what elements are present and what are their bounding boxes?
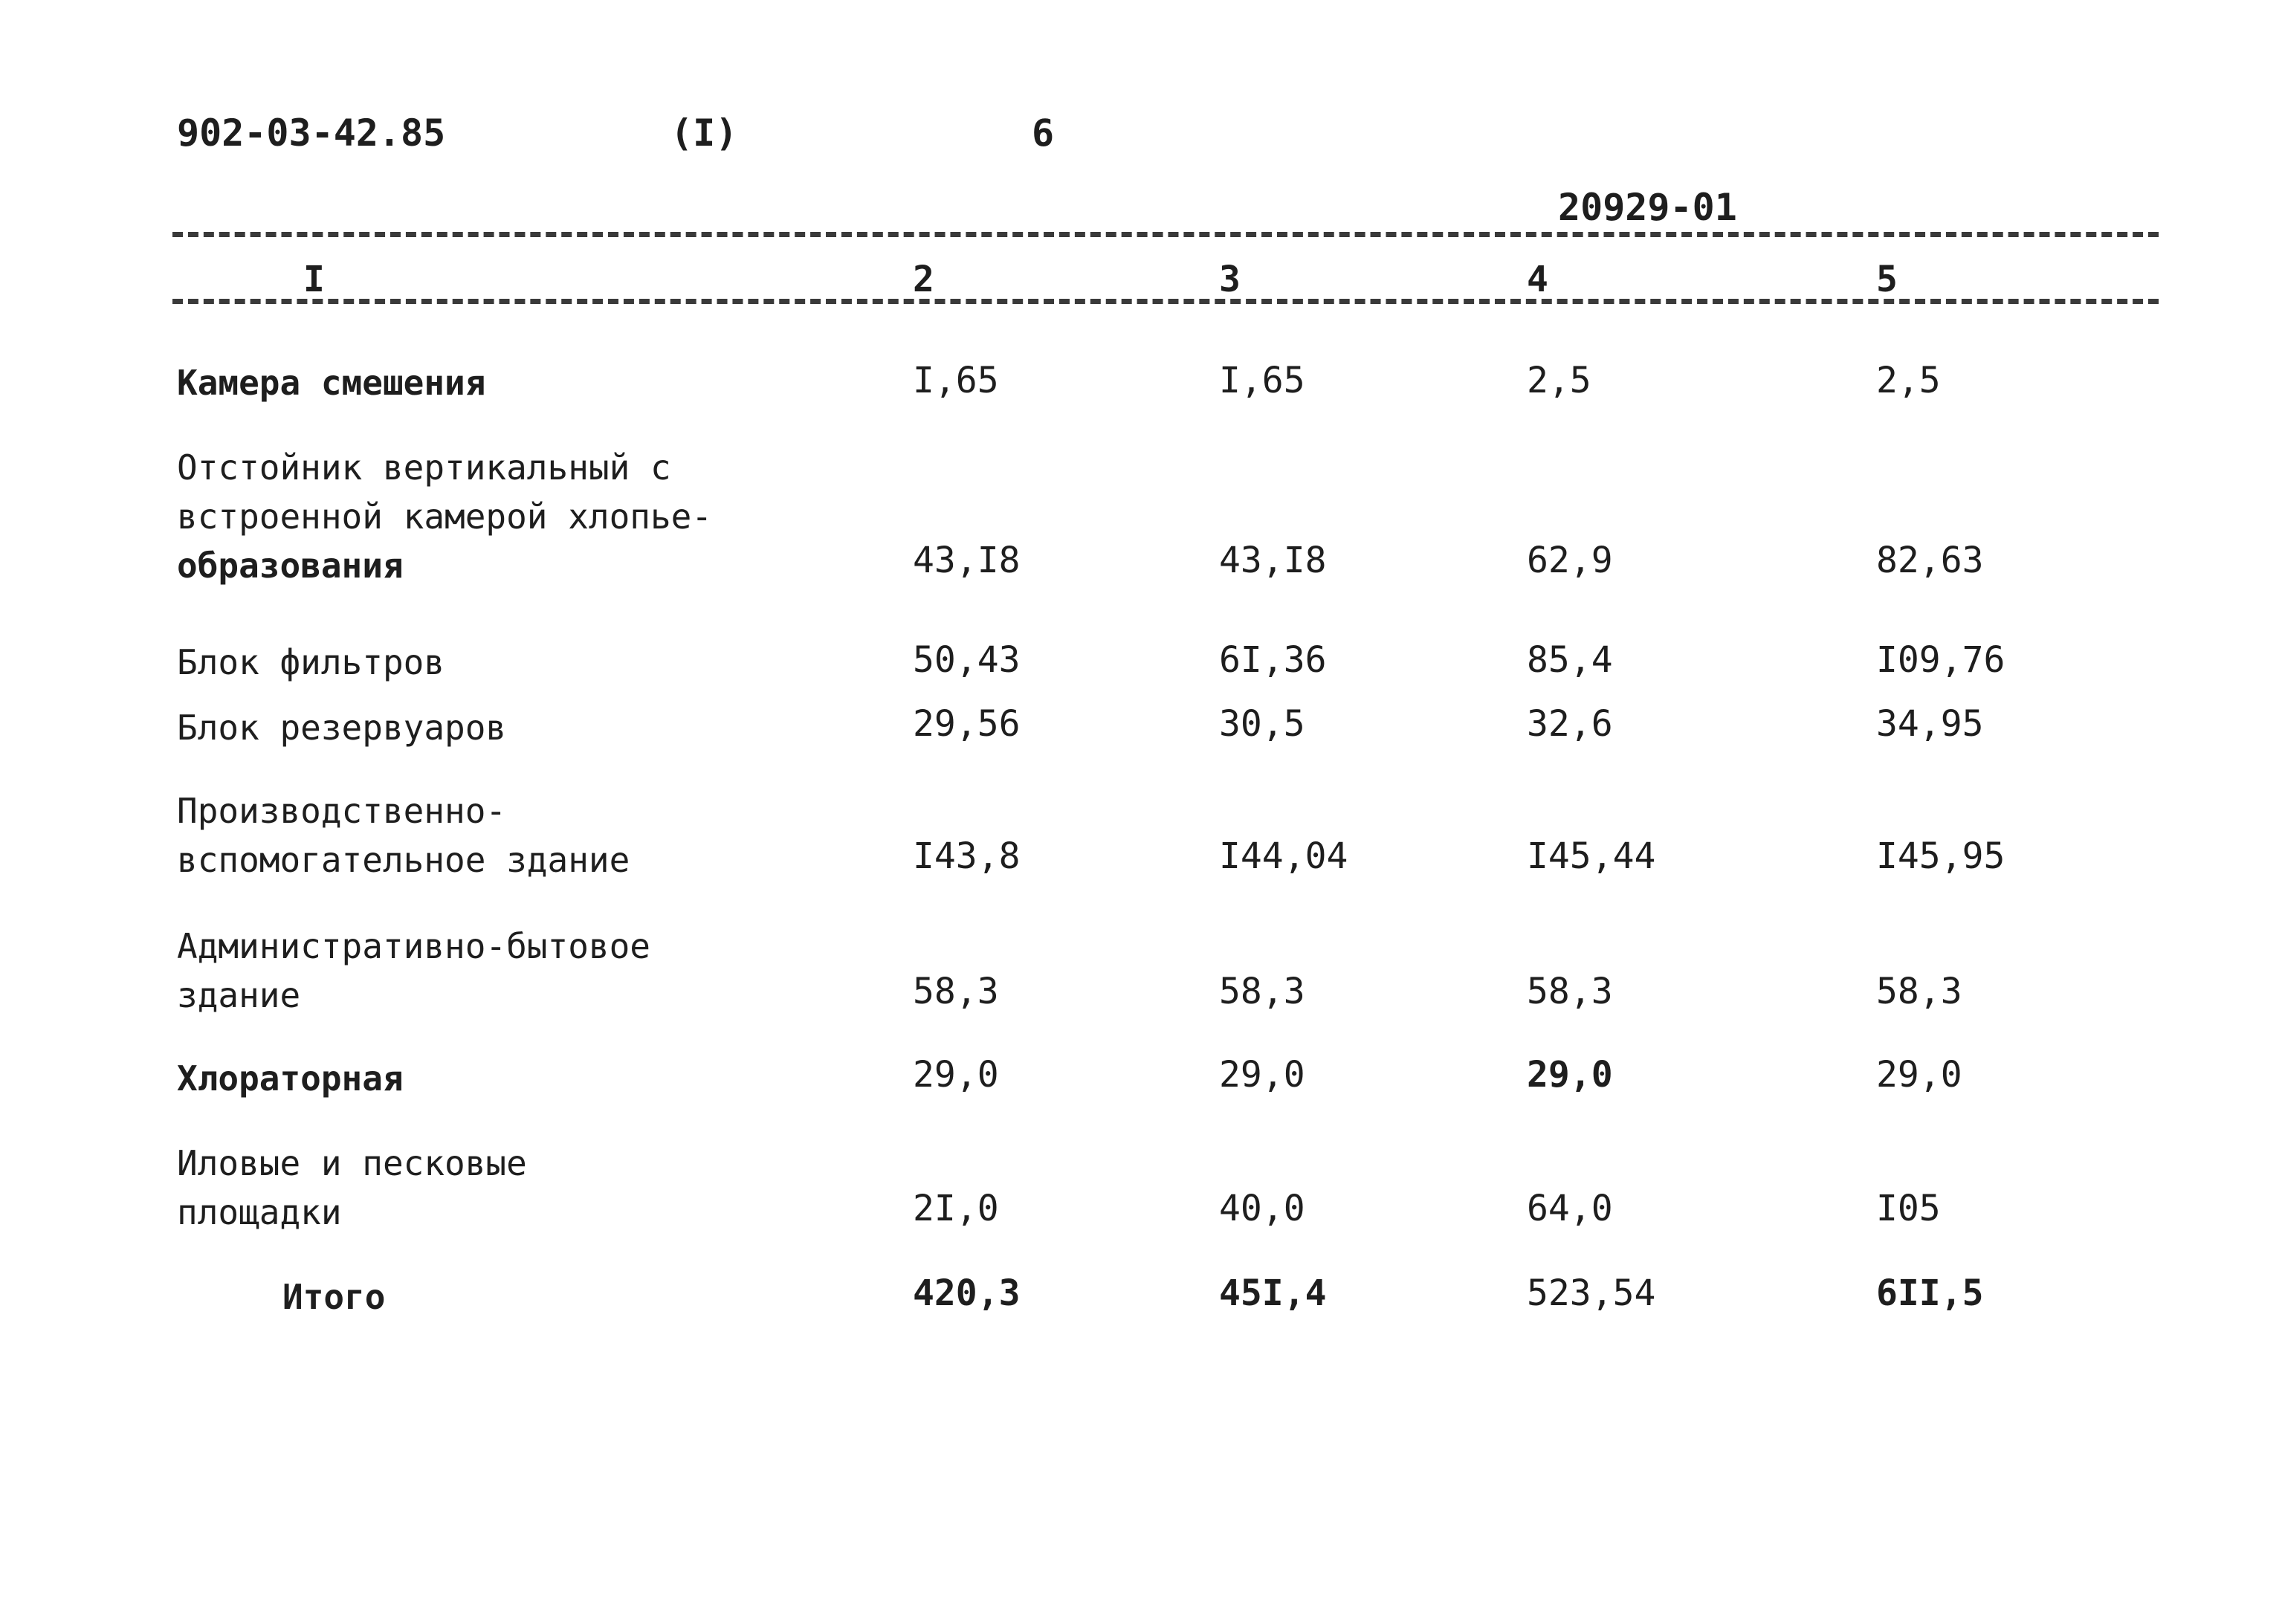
row-label: Административно-бытовое здание (177, 926, 650, 1015)
total-cell: 420,3 (913, 1272, 1021, 1314)
page-number: 6 (1032, 111, 1055, 155)
archive-number: 20929-01 (1558, 186, 1737, 229)
row-label: Производственно- вспомогательное здание (177, 791, 630, 880)
table-cell: I09,76 (1876, 639, 2005, 681)
table-cell: 34,95 (1876, 703, 1984, 745)
table-cell: 62,9 (1527, 540, 1613, 581)
table-cell: I45,44 (1527, 835, 1656, 877)
row-label: Блок резервуаров (177, 708, 507, 748)
table-cell: 58,3 (1219, 971, 1305, 1012)
table-cell: I,65 (1219, 360, 1305, 401)
table-cell: I,65 (913, 360, 999, 401)
table-cell: 40,0 (1219, 1188, 1305, 1229)
table-cell: 58,3 (913, 971, 999, 1012)
table-cell: 2,5 (1527, 360, 1591, 401)
table-cell: 29,0 (913, 1054, 999, 1096)
table-cell: 6I,36 (1219, 639, 1327, 681)
table-header-rule (172, 299, 2159, 304)
column-header-5: 5 (1876, 259, 1898, 300)
total-label: Итого (282, 1277, 386, 1317)
table-cell: 2,5 (1876, 360, 1941, 401)
table-cell: 29,0 (1219, 1054, 1305, 1096)
row-label: Камера смешения (177, 363, 486, 403)
table-cell: 43,I8 (1219, 540, 1327, 581)
table-cell: 43,I8 (913, 540, 1021, 581)
table-cell: I43,8 (913, 835, 1021, 877)
table-cell: 50,43 (913, 639, 1021, 681)
column-header-2: 2 (913, 259, 934, 300)
table-cell: 85,4 (1527, 639, 1613, 681)
table-cell: 30,5 (1219, 703, 1305, 745)
table-cell: 58,3 (1876, 971, 1962, 1012)
part-number: (I) (670, 111, 738, 155)
row-label: Блок фильтров (177, 642, 445, 682)
table-cell: I44,04 (1219, 835, 1348, 877)
table-cell: 32,6 (1527, 703, 1613, 745)
doc-code: 902-03-42.85 (177, 111, 446, 155)
table-cell: 2I,0 (913, 1188, 999, 1229)
table-cell: I45,95 (1876, 835, 2005, 877)
table-cell: 64,0 (1527, 1188, 1613, 1229)
column-header-3: 3 (1219, 259, 1241, 300)
total-cell: 45I,4 (1219, 1272, 1327, 1314)
column-header-1: I (303, 259, 325, 300)
table-cell: 29,0 (1876, 1054, 1962, 1096)
table-cell: I05 (1876, 1188, 1941, 1229)
table-cell: 29,0 (1527, 1054, 1613, 1096)
row-label: Хлораторная (177, 1058, 404, 1099)
table-top-rule (172, 232, 2159, 237)
table-cell: 82,63 (1876, 540, 1984, 581)
total-cell: 6II,5 (1876, 1272, 1984, 1314)
row-label: Отстойник вертикальный с встроенной камерой хлопье- образования (177, 447, 713, 586)
table-cell: 29,56 (913, 703, 1021, 745)
total-cell: 523,54 (1527, 1272, 1656, 1314)
row-label: Иловые и песковые площадки (177, 1143, 527, 1232)
column-header-4: 4 (1527, 259, 1548, 300)
table-cell: 58,3 (1527, 971, 1613, 1012)
